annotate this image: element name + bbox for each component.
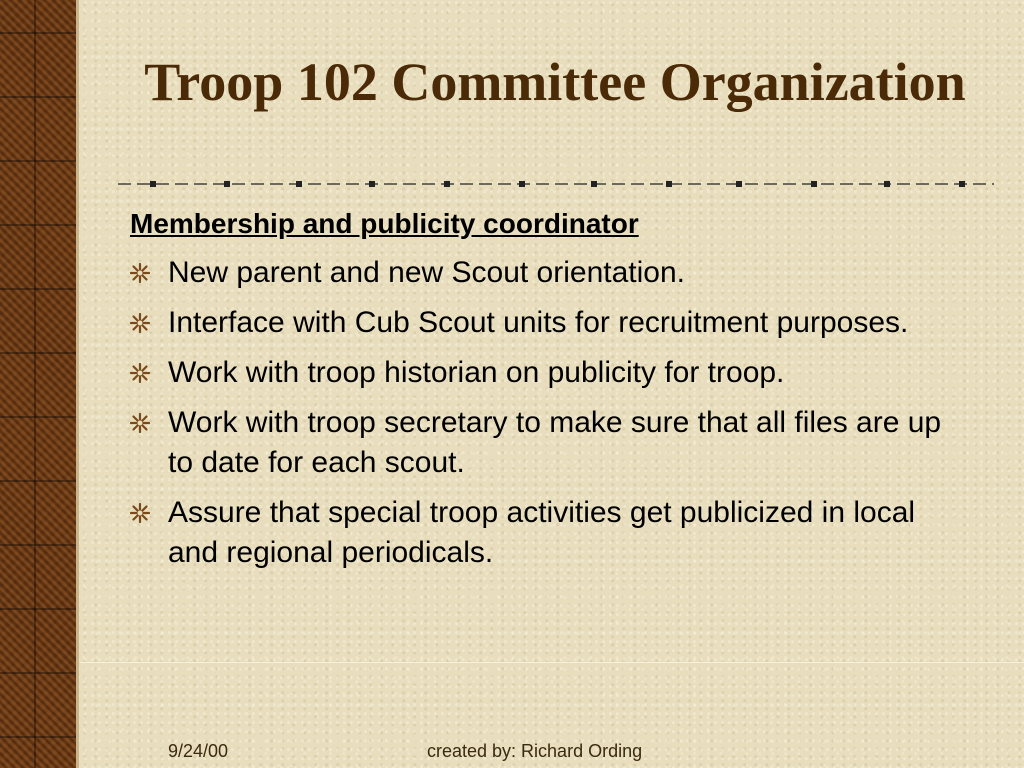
footer-credit: created by: Richard Ording [427,741,643,761]
list-item [130,493,970,573]
asterisk-star-icon [130,503,150,523]
bullet-text: Work with troop historian on publicity for troop. [168,356,785,389]
asterisk-star-icon [130,263,150,283]
decorative-sidebar [0,0,79,768]
footer-rule [80,662,1024,663]
list-item [130,403,970,483]
slide-title: Troop 102 Committee Organization [144,52,966,112]
asterisk-star-icon [130,363,150,383]
list-item [130,353,970,393]
bullet-text: New parent and new Scout orientation. [168,256,685,289]
slide-body [130,205,970,583]
sidebar-edge [76,0,79,768]
list-item [130,303,970,343]
asterisk-star-icon [130,313,150,333]
list-item [130,253,970,293]
asterisk-star-icon [130,413,150,433]
section-heading: Membership and publicity coordinator [130,208,639,239]
title-divider [118,176,994,192]
bullet-text: Assure that special troop activities get publicized in local and regional periodicals. [168,496,916,569]
bullet-text: Work with troop secretary to make sure that all files are up to date for each scout. [168,406,942,479]
bullet-list [130,253,970,573]
bullet-text: Interface with Cub Scout units for recruitment purposes. [168,306,909,339]
footer-date: 9/24/00 [168,741,229,761]
